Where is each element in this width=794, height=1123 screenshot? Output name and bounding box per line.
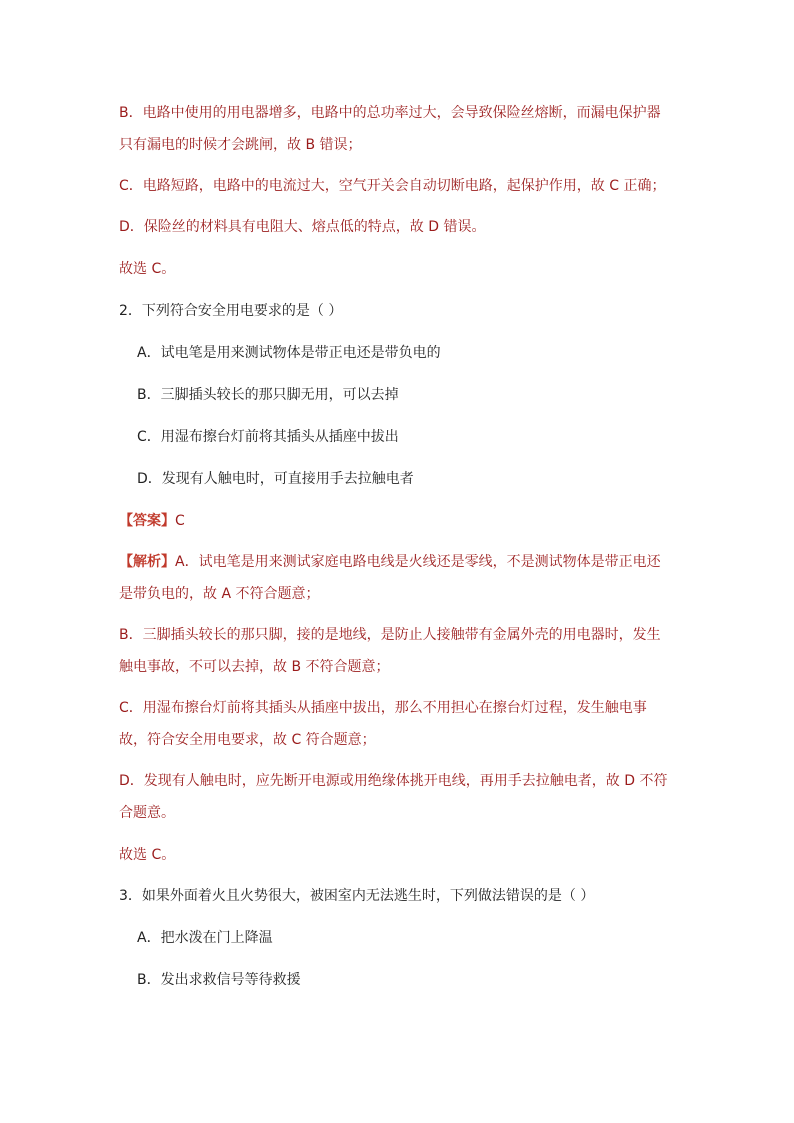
q2-answer: [119, 512, 185, 530]
q2-analysis-c-line2: 故，符合安全用电要求，故 C 符合题意；: [119, 732, 376, 748]
q2-conclusion: 故选 C。: [119, 847, 176, 863]
q2-analysis-a-line1: [119, 553, 661, 571]
answer-tag: 【答案】: [119, 513, 175, 529]
q2-option-d: D．发现有人触电时，可直接用手去拉触电者: [137, 471, 414, 487]
analysis-tag: 【解析】: [119, 554, 175, 570]
q3-option-a: A．把水泼在门上降温: [137, 930, 273, 946]
q2-analysis-a-line2: 是带负电的，故 A 不符合题意；: [119, 586, 320, 602]
q2-analysis-b-line2: 触电事故，不可以去掉，故 B 不符合题意；: [119, 659, 390, 675]
q2-option-c: C．用湿布擦台灯前将其插头从插座中拔出: [137, 429, 399, 445]
q2-analysis-b-line1: B．三脚插头较长的那只脚，接的是地线，是防止人接触带有金属外壳的用电器时，发生: [119, 627, 661, 643]
q1-analysis-d-line: D．保险丝的材料具有电阻大、熔点低的特点，故 D 错误。: [119, 219, 486, 235]
q2-analysis-c-line1: C．用湿布擦台灯前将其插头从插座中拔出，那么不用担心在擦台灯过程，发生触电事: [119, 700, 647, 716]
q3-stem: 3．如果外面着火且火势很大，被困室内无法逃生时，下列做法错误的是（ ）: [119, 888, 595, 904]
q2-option-a: A．试电笔是用来测试物体是带正电还是带负电的: [137, 345, 441, 361]
answer-value: C: [175, 513, 185, 529]
q3-option-b: B．发出求救信号等待救援: [137, 972, 301, 988]
analysis-a-text: A．试电笔是用来测试家庭电路电线是火线还是零线，不是测试物体是带正电还: [175, 554, 661, 570]
q1-analysis-c-line: C．电路短路，电路中的电流过大，空气开关会自动切断电路，起保护作用，故 C 正确；: [119, 178, 666, 194]
q2-stem: 2．下列符合安全用电要求的是（ ）: [119, 303, 343, 319]
q1-analysis-b-line2: 只有漏电的时候才会跳闸，故 B 错误；: [119, 137, 362, 153]
q2-option-b: B．三脚插头较长的那只脚无用，可以去掉: [137, 387, 399, 403]
q1-conclusion: 故选 C。: [119, 261, 176, 277]
q2-analysis-d-line1: D．发现有人触电时，应先断开电源或用绝缘体挑开电线，再用手去拉触电者，故 D 不符: [119, 773, 668, 789]
q2-analysis-d-line2: 合题意。: [119, 805, 175, 821]
q1-analysis-b-line1: B．电路中使用的用电器增多，电路中的总功率过大，会导致保险丝熔断，而漏电保护器: [119, 105, 661, 121]
